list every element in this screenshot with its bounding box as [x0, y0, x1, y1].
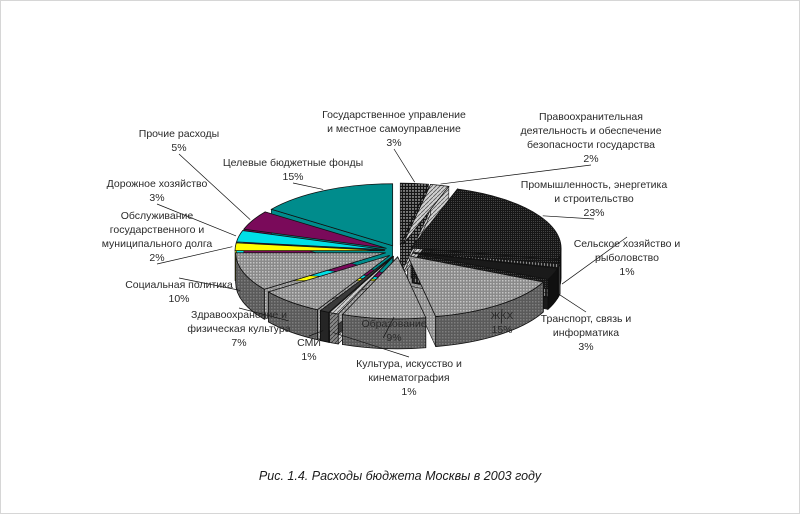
slice-side-shade — [558, 264, 560, 298]
slice-label: Целевые бюджетные фонды 15% — [222, 157, 364, 183]
pie-slices — [235, 183, 561, 319]
slice-label: Культура, искусство и кинематография 1% — [356, 358, 462, 398]
figure-caption: Рис. 1.4. Расходы бюджета Москвы в 2003 году — [258, 469, 542, 483]
slice-label: Государственное управление и местное самоуправление 3% — [322, 109, 466, 149]
leader-line — [556, 292, 586, 312]
slice-label: Социальная политика 10% — [125, 279, 233, 305]
slice-label: Обслуживание государственного и муниципального долга 2% — [101, 210, 213, 264]
pie-chart — [1, 1, 800, 514]
leader-line — [293, 183, 323, 189]
slice-label: ЖКХ 15% — [490, 310, 514, 336]
slice-label: Прочие расходы 5% — [138, 128, 220, 154]
slice-label: Сельское хозяйство и рыболовство 1% — [573, 238, 681, 278]
leader-line — [394, 149, 415, 182]
slice-label: Транспорт, связь и информатика 3% — [540, 313, 632, 353]
slice-label: Дорожное хозяйство 3% — [106, 178, 208, 204]
slice-label: Промышленность, энергетика и строительство 23% — [520, 179, 668, 219]
slice-side-shade — [330, 312, 339, 344]
slice-label: СМИ 1% — [297, 337, 321, 363]
slice-label: Правоохранительная деятельность и обеспечение безопасности государства 2% — [520, 111, 662, 165]
slice-label: Здравоохранение и физическая культура 7% — [187, 309, 291, 349]
slice-label: Образование 9% — [361, 318, 427, 344]
slice-side-shade — [320, 311, 328, 343]
